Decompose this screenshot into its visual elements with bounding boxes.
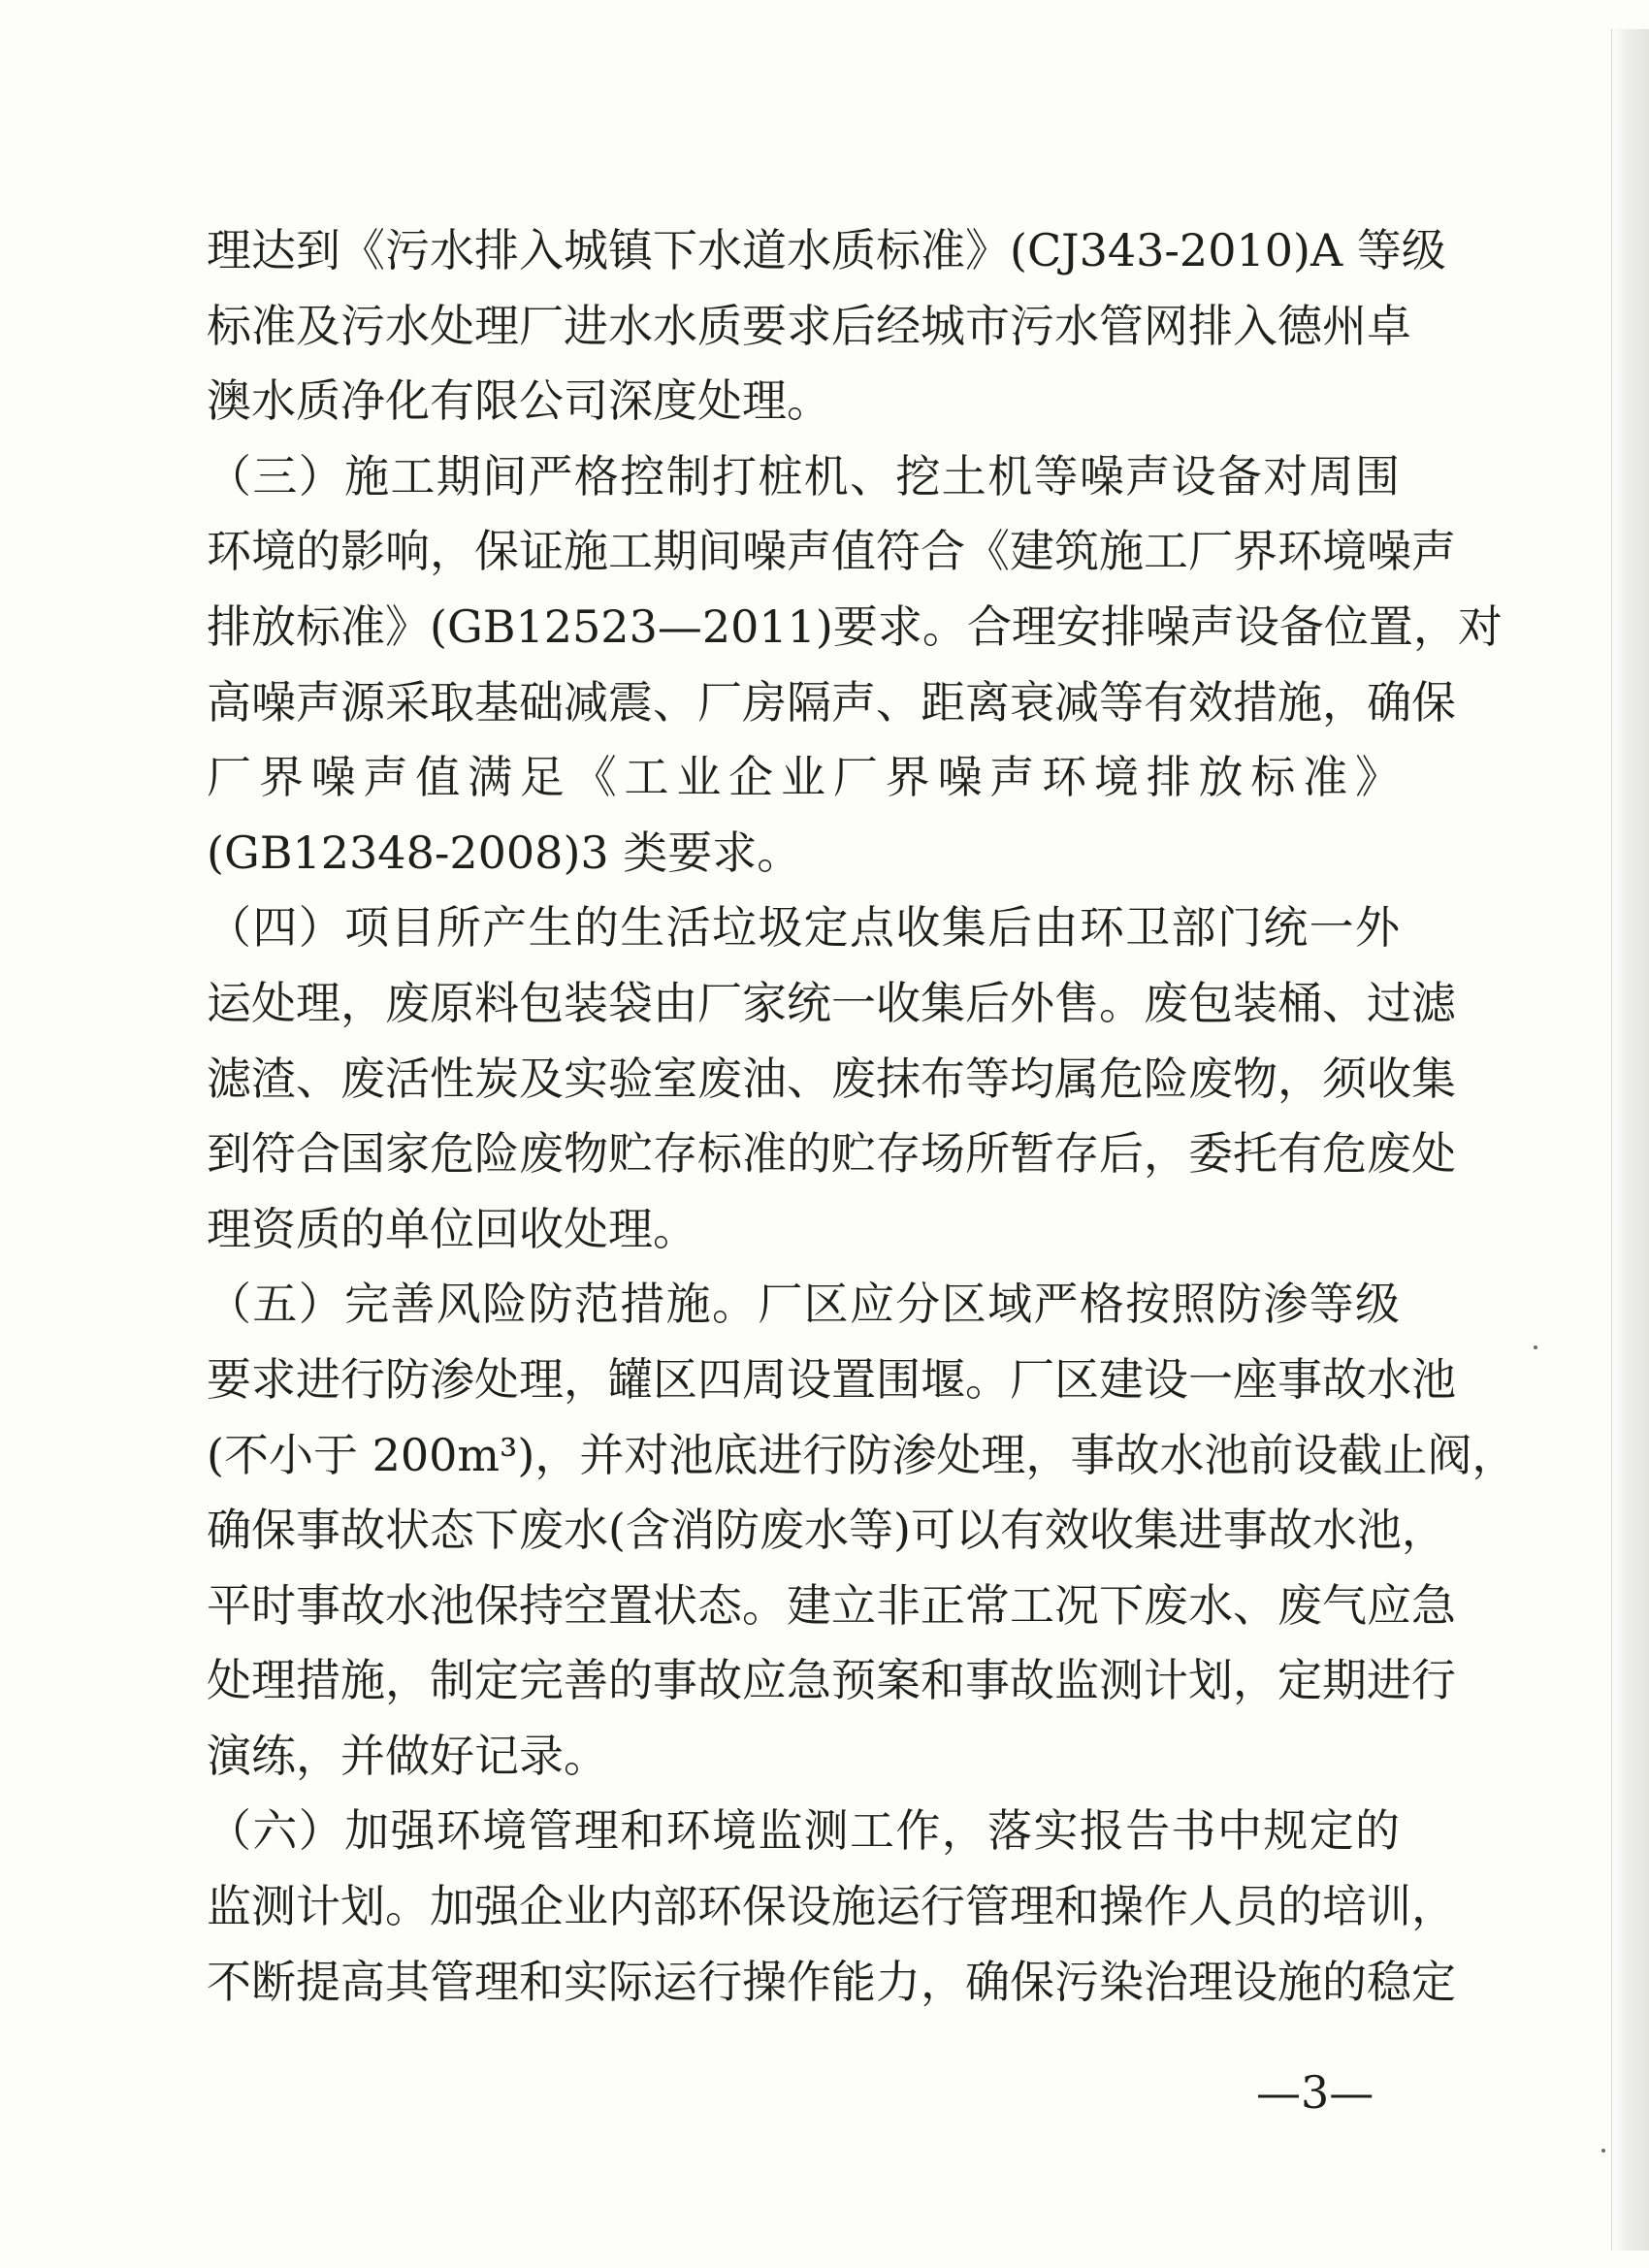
text-line: 排放标准》(GB12523—2011)要求。合理安排噪声设备位置，对 (207, 599, 1503, 653)
text-line: 滤渣、废活性炭及实验室废油、废抹布等均属危险废物，须收集 (207, 1052, 1456, 1105)
text-line: 不断提高其管理和实际运行操作能力，确保污染治理设施的稳定 (207, 1955, 1456, 2008)
text-line: 澳水质净化有限公司深度处理。 (207, 374, 831, 428)
text-line: 要求进行防渗处理，罐区四周设置围堰。厂区建设一座事故水池 (207, 1352, 1456, 1406)
text-line: （五）完善风险防范措施。厂区应分区域严格按照防渗等级 (207, 1278, 1400, 1331)
page-number: —3— (1256, 2066, 1374, 2119)
text-line: 厂界噪声值满足《工业企业厂界噪声环境排放标准》 (207, 751, 1400, 804)
text-line: 理资质的单位回收处理。 (207, 1202, 697, 1255)
text-line: 到符合国家危险废物贮存标准的贮存场所暂存后，委托有危废处 (207, 1127, 1456, 1181)
text-line: (GB12348-2008)3 类要求。 (207, 826, 802, 879)
text-line: 处理措施，制定完善的事故应急预案和事故监测计划，定期进行 (207, 1654, 1456, 1707)
text-line: 标准及污水处理厂进水水质要求后经城市污水管网排入德州卓 (207, 299, 1411, 352)
text-line: 高噪声源采取基础减震、厂房隔声、距离衰减等有效措施，确保 (207, 675, 1456, 729)
scan-speck (1534, 1345, 1537, 1349)
text-line: （四）项目所产生的生活垃圾定点收集后由环卫部门统一外 (207, 901, 1400, 955)
scan-speck (1601, 2149, 1605, 2153)
text-line: 平时事故水池保持空置状态。建立非正常工况下废水、废气应急 (207, 1578, 1456, 1632)
text-line: （六）加强环境管理和环境监测工作，落实报告书中规定的 (207, 1804, 1400, 1858)
page-edge-shadow (1611, 29, 1649, 2251)
text-line: 确保事故状态下废水(含消防废水等)可以有效收集进事故水池， (207, 1504, 1446, 1557)
text-line: 演练，并做好记录。 (207, 1729, 608, 1782)
text-line: 运处理，废原料包装袋由厂家统一收集后外售。废包装桶、过滤 (207, 976, 1456, 1029)
text-line: 环境的影响，保证施工期间噪声值符合《建筑施工厂界环境噪声 (207, 525, 1456, 578)
body-text (207, 213, 1517, 2020)
text-line: （三）施工期间严格控制打桩机、挖土机等噪声设备对周围 (207, 449, 1400, 502)
text-line: (不小于 200m³)，并对池底进行防渗处理，事故水池前设截止阀， (207, 1428, 1517, 1481)
text-line: 监测计划。加强企业内部环保设施运行管理和操作人员的培训， (207, 1880, 1456, 1933)
text-line: 理达到《污水排入城镇下水道水质标准》(CJ343-2010)A 等级 (207, 224, 1446, 276)
